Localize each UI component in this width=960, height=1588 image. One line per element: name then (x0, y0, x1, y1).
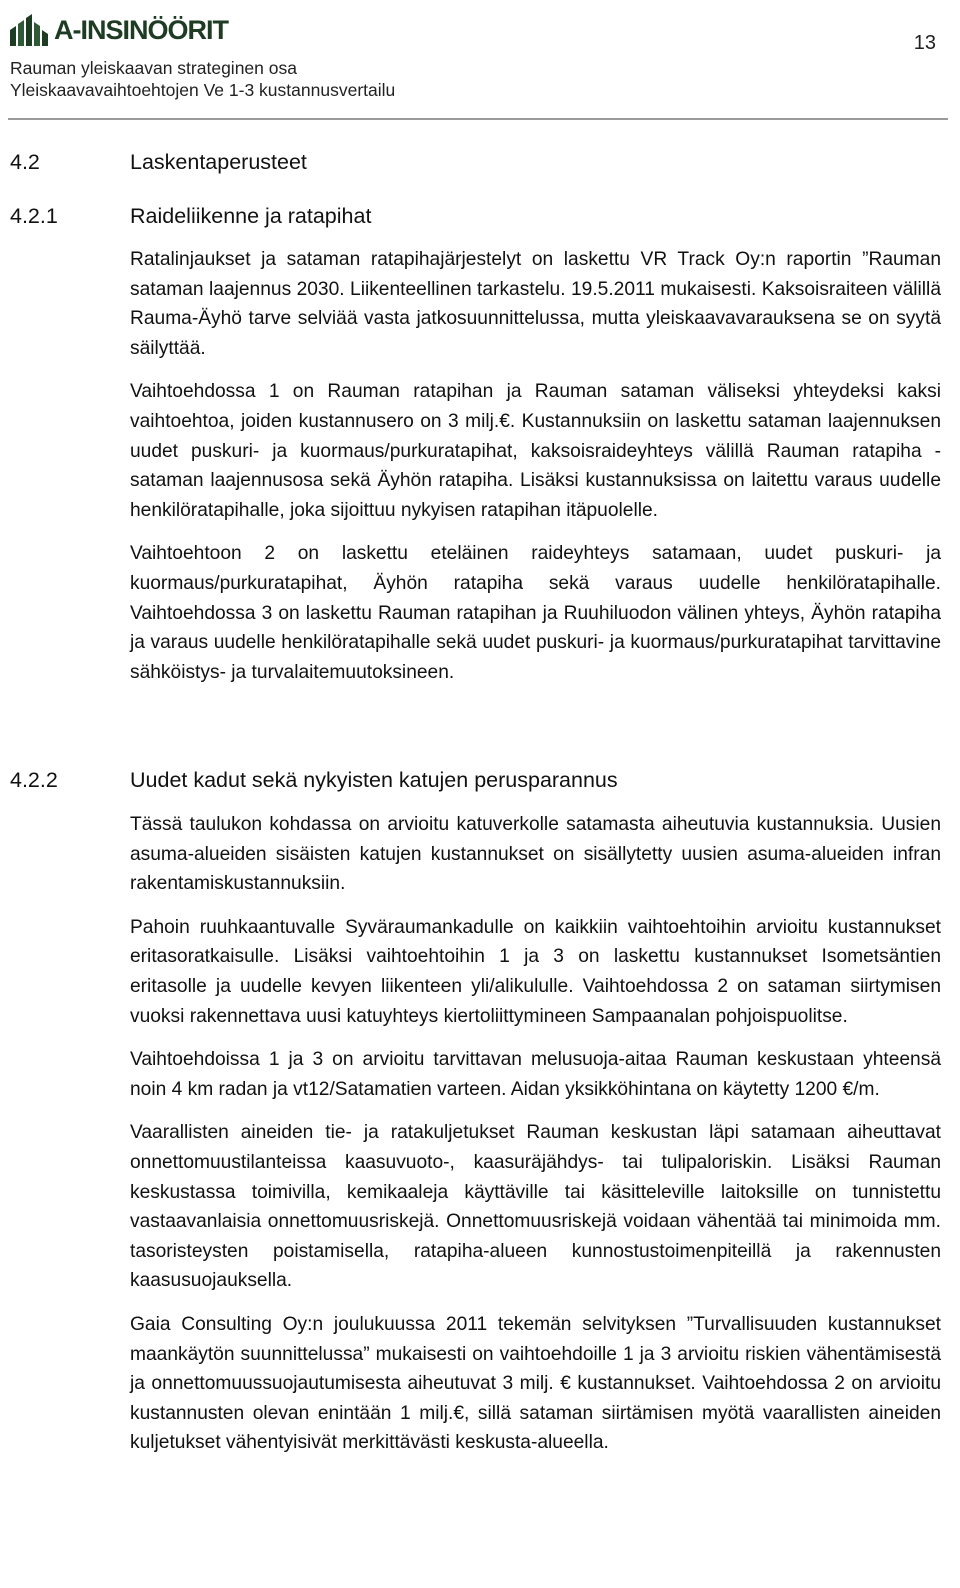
page-header (8, 10, 948, 120)
header-subtitle-line-2: Yleiskaavavaihtoehtojen Ve 1-3 kustannusvertailu (10, 80, 396, 100)
section-heading-4-2-2 (10, 768, 940, 794)
section-4-2-1-body (130, 245, 941, 687)
paragraph: Vaihtoehdossa 1 on Rauman ratapihan ja Rauman sataman väliseksi yhteydeksi kaksi vaihtoehtoa, joiden kustannusero on 3 milj.€. Kustannuksiin on laskettu sataman laajennuksen uudet puskuri- ja kuormaus/purkuratapihat, kaksoisraideyhteys välillä Rauman ratapiha - sataman laajennusosa sekä Äyhön ratapiha. Lisäksi kustannuksissa on laitettu varaus uudelle henkilöratapihalle, joka sijoittuu nykyisen ratapihan itäpuolelle. (130, 381, 941, 521)
paragraph: Gaia Consulting Oy:n joulukuussa 2011 tekemän selvityksen ”Turvallisuuden kustannukset maankäytön suunnittelussa” mukaisesti on vaihtoehdoille 1 ja 3 arvioitu riskien vähentämisestä ja onnettomuussuojautumisesta aiheutuvat 3 milj. € kustannukset. Vaihtoehdossa 2 on arvioitu kustannusten olevan enintään 1 milj.€, sillä sataman siirtämisen myötä vaarallisten aineiden kuljetukset vähentyisivät merkittävästi keskusta-alueella. (130, 1313, 941, 1454)
header-divider (8, 118, 948, 120)
paragraph: Vaihtoehdoissa 1 ja 3 on arvioitu tarvittavan melusuoja-aitaa Rauman keskustaan yhteensä noin 4 km radan ja vt12/Satamatien varteen. Aidan yksikköhintana on käytetty 1200 €/m. (130, 1049, 941, 1100)
page-number: 13 (913, 32, 936, 54)
section-number: 4.2 (10, 150, 40, 174)
paragraph: Tässä taulukon kohdassa on arvioitu katuverkolle satamasta aiheutuvia kustannuksia. Uusien asuma-alueiden sisäisten katujen kustannukset on sisällytetty uusien asuma-alueiden infran rakentamiskustannuksiin. (130, 814, 941, 895)
header-subtitle-line-1: Rauman yleiskaavan strateginen osa (10, 58, 297, 78)
section-heading-4-2 (10, 150, 940, 176)
section-4-2-2-body (130, 810, 941, 1458)
section-title: Raideliikenne ja ratapihat (130, 204, 372, 228)
paragraph: Pahoin ruuhkaantuvalle Syväraumankadulle on kaikkiin vaihtoehtoihin arvioitu kustannukset eritasoratkaisulle. Lisäksi vaihtoehtoihin 1 ja 3 on laskettu kustannukset Isometsäntien eritasolle ja uudelle kevyen liikenteen yli/alikululle. Vaihtoehdossa 2 on sataman siirtymisen vuoksi rakennettava uusi katuyhteys kiertoliittymineen Sampaanalan pohjoispuolitse. (130, 916, 941, 1027)
section-number: 4.2.1 (10, 204, 58, 228)
a-insinoorit-logo-icon (8, 12, 50, 48)
paragraph: Vaarallisten aineiden tie- ja ratakuljetukset Rauman keskustan läpi satamaan aiheuttavat onnettomuustilanteissa kaasuvuoto-, kaasuräjähdys- tai tulipaloriskin. Lisäksi Rauman keskustassa toimivilla, kemikaaleja käyttäville tai käsitteleville laitoksille on tunnistettu vastaavanlaisia onnettomuusriskejä. Onnettomuusriskejä voidaan vähentää tai minimoida mm. tasoristeysten poistamisella, ratapiha-alueen kunnostustoimenpiteillä ja rakennusten kaasusuojauksella. (130, 1122, 941, 1292)
company-logo (8, 10, 228, 50)
paragraph: Vaihtoehtoon 2 on laskettu eteläinen raideyhteys satamaan, uudet puskuri- ja kuormaus/purkuratapihat, Äyhön ratapiha sekä varaus uudelle henkilöratapihalle. Vaihtoehdossa 3 on laskettu Rauman ratapihan ja Ruuhiluodon välinen yhteys, Äyhön ratapiha ja varaus uudelle henkilöratapihalle sekä uudet puskuri- ja kuormaus/purkuratapihat tarvittavine sähköistys- ja turvalaitemuutoksineen. (130, 543, 941, 683)
section-title: Uudet kadut sekä nykyisten katujen perusparannus (130, 768, 618, 792)
section-heading-4-2-1 (10, 204, 940, 230)
paragraph: Ratalinjaukset ja sataman ratapihajärjestelyt on laskettu VR Track Oy:n raportin ”Rauman sataman laajennus 2030. Liikenteellinen tarkastelu. 19.5.2011 mukaisesti. Kaksoisraiteen välillä Rauma-Äyhö tarve selviää vasta jatkosuunnittelussa, mutta yleiskaavavarauksena se on syytä säilyttää. (130, 249, 941, 359)
logo-text: A-INSINÖÖRIT (54, 14, 228, 45)
section-title: Laskentaperusteet (130, 150, 307, 174)
section-number: 4.2.2 (10, 768, 58, 792)
